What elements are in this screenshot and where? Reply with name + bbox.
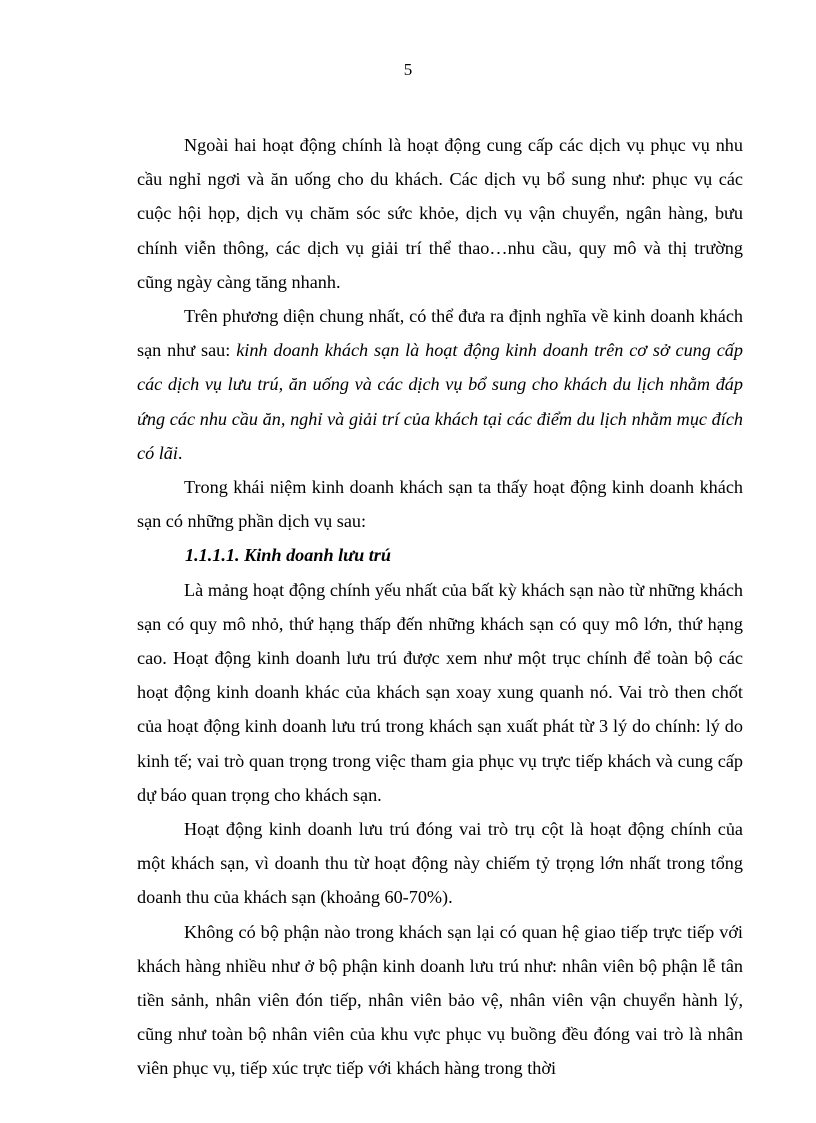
paragraph-additional-services: Ngoài hai hoạt động chính là hoạt động cung cấp các dịch vụ phục vụ nhu cầu nghỉ ngơi và ăn uống cho du khách. Các dịch vụ bổ sung như: phục vụ các cuộc hội họp, dịch vụ chăm sóc sức khỏe, dịch vụ vận chuyển, ngân hàng, bưu chính viễn thông, các dịch vụ giải trí thể thao…nhu cầu, quy mô và thị trường cũng ngày càng tăng nhanh. [137, 135, 743, 292]
definition-lead-text: Trên phương diện chung nhất, có thể đưa ra định nghĩa về kinh doanh khách sạn như sau: [137, 306, 743, 361]
paragraph-hotel-business-definition [137, 299, 743, 470]
body-text [137, 128, 743, 1086]
page-number: 5 [403, 60, 413, 79]
paragraph-accommodation-revenue: Hoạt động kinh doanh lưu trú đóng vai trò trụ cột là hoạt động chính của một khách sạn, vì doanh thu từ hoạt động này chiếm tỷ trọng lớn nhất trong tổng doanh thu của khách sạn (khoảng 60-70%). [137, 819, 743, 908]
paragraph-service-parts: Trong khái niệm kinh doanh khách sạn ta thấy hoạt động kinh doanh khách sạn có những phần dịch vụ sau: [137, 477, 743, 532]
definition-italic-text: kinh doanh khách sạn là hoạt động kinh doanh trên cơ sở cung cấp các dịch vụ lưu trú, ăn uống và các dịch vụ bổ sung cho khách du lịch nhằm đáp ứng các nhu cầu ăn, nghỉ và giải trí của khách tại các điểm du lịch nhằm mục đích có lãi [137, 340, 743, 463]
paragraph-accommodation-role: Là mảng hoạt động chính yếu nhất của bất kỳ khách sạn nào từ những khách sạn có quy mô nhỏ, thứ hạng thấp đến những khách sạn có quy mô lớn, thứ hạng cao. Hoạt động kinh doanh lưu trú được xem như một trục chính để toàn bộ các hoạt động kinh doanh khác của khách sạn xoay xung quanh nó. Vai trò then chốt của hoạt động kinh doanh lưu trú trong khách sạn xuất phát từ 3 lý do chính: lý do kinh tế; vai trò quan trọng trong việc tham gia phục vụ trực tiếp khách và cung cấp dự báo quan trọng cho khách sạn. [137, 579, 743, 805]
definition-end-text: . [177, 442, 183, 463]
paragraph-guest-contact: Không có bộ phận nào trong khách sạn lại có quan hệ giao tiếp trực tiếp với khách hàng nhiều như ở bộ phận kinh doanh lưu trú như: nhân viên bộ phận lễ tân tiền sảnh, nhân viên đón tiếp, nhân viên bảo vệ, nhân viên vận chuyển hành lý, cũng như toàn bộ nhân viên của khu vực phục vụ buồng đều đóng vai trò là nhân viên phục vụ, tiếp xúc trực tiếp với khách hàng trong thời [137, 921, 743, 1079]
section-heading-accommodation: 1.1.1.1. Kinh doanh lưu trú [185, 545, 391, 566]
